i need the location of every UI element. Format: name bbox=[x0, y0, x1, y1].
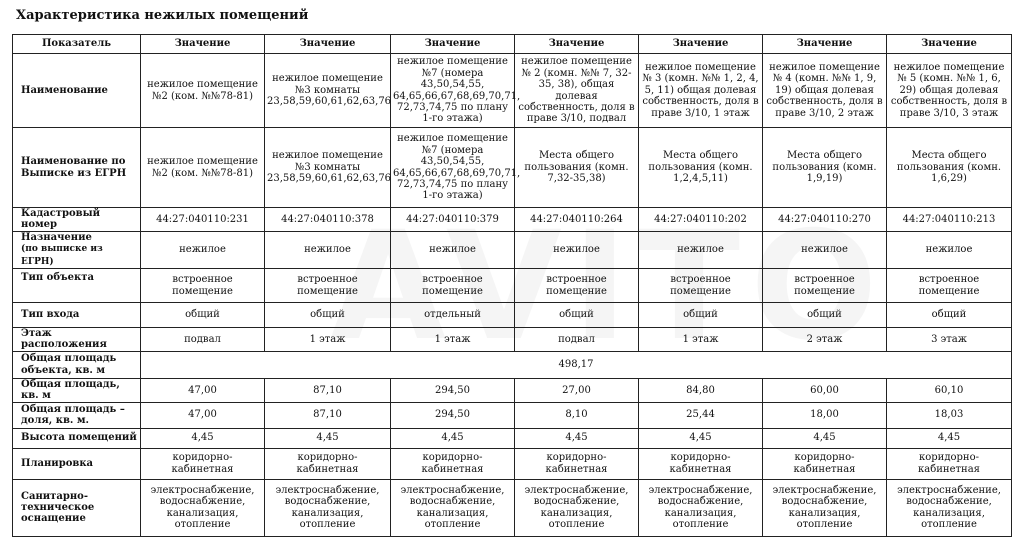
row-label: Общая площадь, кв. м bbox=[13, 378, 141, 402]
row-label: Тип объекта bbox=[13, 269, 141, 303]
header-value: Значение bbox=[391, 35, 515, 54]
table-cell: электроснабжение, водоснабжение, канализация, отопление bbox=[887, 479, 1012, 536]
table-cell: коридорно-кабинетная bbox=[515, 448, 639, 479]
table-cell: 84,80 bbox=[639, 378, 763, 402]
table-row bbox=[13, 402, 1012, 428]
table-cell: нежилое bbox=[265, 231, 391, 268]
row-label-main: Назначение bbox=[21, 231, 92, 243]
table-cell: нежилое bbox=[391, 231, 515, 268]
table-cell: 44:27:040110:264 bbox=[515, 208, 639, 232]
table-cell: нежилое bbox=[141, 231, 265, 268]
table-cell: общий bbox=[763, 303, 887, 328]
table-row bbox=[13, 351, 1012, 378]
table-cell: 4,45 bbox=[265, 428, 391, 448]
table-row bbox=[13, 303, 1012, 328]
row-label: Общая площадь объекта, кв. м bbox=[13, 351, 141, 378]
table-cell: нежилое помещение № 5 (комн. №№ 1, 6, 29) общая долевая собственность, доля в праве 3/10, 3 этаж bbox=[887, 54, 1012, 128]
table-cell: общий bbox=[639, 303, 763, 328]
table-cell: 44:27:040110:231 bbox=[141, 208, 265, 232]
table-cell: коридорно-кабинетная bbox=[639, 448, 763, 479]
table-cell: общий bbox=[265, 303, 391, 328]
table-row bbox=[13, 328, 1012, 352]
table-cell: общий bbox=[141, 303, 265, 328]
table-cell: встроенное помещение bbox=[515, 269, 639, 303]
table-cell: 8,10 bbox=[515, 402, 639, 428]
table-cell: 87,10 bbox=[265, 402, 391, 428]
table-cell: 44:27:040110:379 bbox=[391, 208, 515, 232]
table-cell: встроенное помещение bbox=[391, 269, 515, 303]
row-label: Наименование bbox=[13, 54, 141, 128]
table-cell: нежилое помещение №2 (ком. №№78-81) bbox=[141, 128, 265, 208]
table-cell: отдельный bbox=[391, 303, 515, 328]
table-cell-merged: 498,17 bbox=[141, 351, 1012, 378]
table-cell: 4,45 bbox=[141, 428, 265, 448]
table-cell: коридорно-кабинетная bbox=[887, 448, 1012, 479]
table-cell: 44:27:040110:270 bbox=[763, 208, 887, 232]
table-row bbox=[13, 428, 1012, 448]
table-cell: электроснабжение, водоснабжение, канализация, отопление bbox=[141, 479, 265, 536]
table-cell: 4,45 bbox=[515, 428, 639, 448]
table-cell: 4,45 bbox=[391, 428, 515, 448]
table-cell: 44:27:040110:213 bbox=[887, 208, 1012, 232]
table-row bbox=[13, 208, 1012, 232]
table-cell: 4,45 bbox=[887, 428, 1012, 448]
table-cell: 1 этаж bbox=[265, 328, 391, 352]
table-cell: 27,00 bbox=[515, 378, 639, 402]
table-cell: 87,10 bbox=[265, 378, 391, 402]
table-cell: 4,45 bbox=[639, 428, 763, 448]
table-row bbox=[13, 128, 1012, 208]
table-cell: 47,00 bbox=[141, 378, 265, 402]
table-cell: общий bbox=[515, 303, 639, 328]
table-cell: нежилое помещение №3 комнаты 23,58,59,60,61,62,63,76 bbox=[265, 128, 391, 208]
table-cell: электроснабжение, водоснабжение, канализация, отопление bbox=[391, 479, 515, 536]
header-value: Значение bbox=[141, 35, 265, 54]
table-cell: Места общего пользования (комн. 1,2,4,5,11) bbox=[639, 128, 763, 208]
table-cell: 18,00 bbox=[763, 402, 887, 428]
table-cell: нежилое помещение №3 комнаты 23,58,59,60,61,62,63,76 bbox=[265, 54, 391, 128]
table-cell: встроенное помещение bbox=[887, 269, 1012, 303]
table-cell: нежилое bbox=[763, 231, 887, 268]
table-cell: нежилое помещение № 2 (комн. №№ 7, 32-35, 38), общая долевая собственность, доля в праве 3/10, подвал bbox=[515, 54, 639, 128]
table-cell: нежилое bbox=[887, 231, 1012, 268]
row-label: Кадастровый номер bbox=[13, 208, 141, 232]
row-label: Тип входа bbox=[13, 303, 141, 328]
table-row bbox=[13, 54, 1012, 128]
table-cell: 60,00 bbox=[763, 378, 887, 402]
table-cell: 18,03 bbox=[887, 402, 1012, 428]
row-label: Этаж расположения bbox=[13, 328, 141, 352]
table-cell: 1 этаж bbox=[391, 328, 515, 352]
table-row bbox=[13, 378, 1012, 402]
table-cell: электроснабжение, водоснабжение, канализация, отопление bbox=[763, 479, 887, 536]
table-row bbox=[13, 269, 1012, 303]
table-cell: встроенное помещение bbox=[265, 269, 391, 303]
table-cell: нежилое помещение №2 (ком. №№78-81) bbox=[141, 54, 265, 128]
table-cell: 4,45 bbox=[763, 428, 887, 448]
properties-table bbox=[12, 34, 1012, 537]
row-label: Планировка bbox=[13, 448, 141, 479]
table-cell: коридорно-кабинетная bbox=[141, 448, 265, 479]
table-cell: электроснабжение, водоснабжение, канализация, отопление bbox=[639, 479, 763, 536]
header-value: Значение bbox=[515, 35, 639, 54]
table-cell: Места общего пользования (комн. 1,9,19) bbox=[763, 128, 887, 208]
table-cell: 25,44 bbox=[639, 402, 763, 428]
table-cell: нежилое bbox=[639, 231, 763, 268]
table-cell: Места общего пользования (комн. 7,32-35,38) bbox=[515, 128, 639, 208]
table-cell: 294,50 bbox=[391, 378, 515, 402]
table-cell: 44:27:040110:202 bbox=[639, 208, 763, 232]
row-label bbox=[13, 231, 141, 268]
table-cell: нежилое помещение №7 (номера 43,50,54,55, 64,65,66,67,68,69,70,71, 72,73,74,75 по плану 1-го этажа) bbox=[391, 54, 515, 128]
table-cell: встроенное помещение bbox=[763, 269, 887, 303]
table-cell: 3 этаж bbox=[887, 328, 1012, 352]
header-row bbox=[13, 35, 1012, 54]
table-cell: 1 этаж bbox=[639, 328, 763, 352]
row-label: Высота помещений bbox=[13, 428, 141, 448]
table-cell: подвал bbox=[141, 328, 265, 352]
table-cell: коридорно-кабинетная bbox=[763, 448, 887, 479]
table-cell: 44:27:040110:378 bbox=[265, 208, 391, 232]
table-row bbox=[13, 479, 1012, 536]
table-cell: 60,10 bbox=[887, 378, 1012, 402]
header-value: Значение bbox=[763, 35, 887, 54]
table-cell: нежилое помещение №7 (номера 43,50,54,55, 64,65,66,67,68,69,70,71, 72,73,74,75 по плану 1-го этажа) bbox=[391, 128, 515, 208]
table-cell: нежилое bbox=[515, 231, 639, 268]
table-cell: нежилое помещение № 4 (комн. №№ 1, 9, 19) общая долевая собственность, доля в праве 3/10, 2 этаж bbox=[763, 54, 887, 128]
row-label: Санитарно-техническое оснащение bbox=[13, 479, 141, 536]
table-cell: электроснабжение, водоснабжение, канализация, отопление bbox=[265, 479, 391, 536]
table-cell: общий bbox=[887, 303, 1012, 328]
table-cell: 47,00 bbox=[141, 402, 265, 428]
row-label: Общая площадь – доля, кв. м. bbox=[13, 402, 141, 428]
table-cell: 294,50 bbox=[391, 402, 515, 428]
table-cell: электроснабжение, водоснабжение, канализация, отопление bbox=[515, 479, 639, 536]
row-label-note: (по выписке из ЕГРН) bbox=[21, 244, 103, 267]
header-value: Значение bbox=[639, 35, 763, 54]
table-row bbox=[13, 231, 1012, 268]
table-cell: коридорно-кабинетная bbox=[391, 448, 515, 479]
table-cell: подвал bbox=[515, 328, 639, 352]
table-cell: коридорно-кабинетная bbox=[265, 448, 391, 479]
table-cell: встроенное помещение bbox=[639, 269, 763, 303]
page-title: Характеристика нежилых помещений bbox=[16, 8, 309, 23]
header-indicator: Показатель bbox=[13, 35, 141, 54]
table-cell: встроенное помещение bbox=[141, 269, 265, 303]
table-cell: нежилое помещение № 3 (комн. №№ 1, 2, 4, 5, 11) общая долевая собственность, доля в праве 3/10, 1 этаж bbox=[639, 54, 763, 128]
header-value: Значение bbox=[265, 35, 391, 54]
row-label: Наименование по Выписке из ЕГРН bbox=[13, 128, 141, 208]
table-row bbox=[13, 448, 1012, 479]
table-cell: 2 этаж bbox=[763, 328, 887, 352]
header-value: Значение bbox=[887, 35, 1012, 54]
table-cell: Места общего пользования (комн. 1,6,29) bbox=[887, 128, 1012, 208]
